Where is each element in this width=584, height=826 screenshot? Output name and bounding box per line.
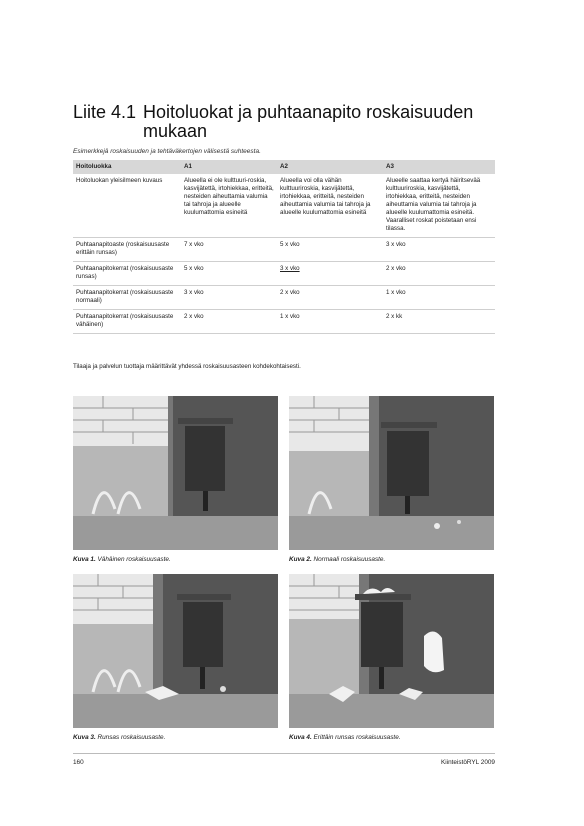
header-cell: Hoitoluokka xyxy=(73,160,181,174)
footer-publisher: KiinteistöRYL 2009 xyxy=(440,759,495,766)
table-cell: Puhtaanapitokerrat (roskaisuusaste runsas) xyxy=(73,262,181,286)
photo-4 xyxy=(289,574,494,728)
caption-text: Erittäin runsas roskaisuusaste. xyxy=(313,734,401,741)
header-cell: A3 xyxy=(383,160,495,174)
table-cell: 2 x kk xyxy=(383,310,495,334)
trash-bin-scene-image xyxy=(289,396,494,550)
table-cell: 7 x vko xyxy=(181,238,277,262)
caption-label: Kuva 3. xyxy=(73,734,96,741)
photo-caption-3 xyxy=(73,734,165,741)
table-cell: 5 x vko xyxy=(277,238,383,262)
trash-bin-scene-image xyxy=(73,396,278,550)
page-number: 160 xyxy=(73,759,84,766)
table-note: Tilaaja ja palvelun tuottaja määrittävät yhdessä roskaisuusasteen kohdekohtaisesti. xyxy=(73,363,301,370)
caption-text: Runsas roskaisuusaste. xyxy=(97,734,166,741)
table-row xyxy=(73,238,495,262)
title-line-2: mukaan xyxy=(143,121,208,141)
table-cell: 2 x vko xyxy=(383,262,495,286)
trash-bin-scene-image xyxy=(289,574,494,728)
table-cell: Alueelle saattaa kertyä häiritsevää kulttuuriroskia, kasvijätettä, irtohiekkaa, eritteitä, nesteiden aiheuttamia valumia tai tahroja ja alueelle kuulumattomia esineitä. Vaaralliset roskat poistetaan ensi tilassa. xyxy=(383,174,495,238)
header-cell: A2 xyxy=(277,160,383,174)
table-cell: Puhtaanapitokerrat (roskaisuusaste vähäinen) xyxy=(73,310,181,334)
table-cell: 3 x vko xyxy=(277,262,383,286)
table-cell: Hoitoluokan yleisilmeen kuvaus xyxy=(73,174,181,238)
caption-text: Vähäinen roskaisuusaste. xyxy=(97,556,171,563)
caption-label: Kuva 4. xyxy=(289,734,312,741)
trash-bin-scene-image xyxy=(73,574,278,728)
footer-divider xyxy=(73,753,495,754)
caption-text: Normaali roskaisuusaste. xyxy=(313,556,386,563)
photo-3 xyxy=(73,574,278,728)
table-row xyxy=(73,174,495,238)
header-cell: A1 xyxy=(181,160,277,174)
table-row xyxy=(73,262,495,286)
appendix-number: Liite 4.1 xyxy=(73,102,137,122)
photo-caption-1 xyxy=(73,556,171,563)
photo-caption-4 xyxy=(289,734,401,741)
maintenance-table xyxy=(73,160,495,334)
table-cell: 3 x vko xyxy=(383,238,495,262)
caption-label: Kuva 2. xyxy=(289,556,312,563)
table-header-row xyxy=(73,160,495,174)
table-cell: Puhtaanapitoaste (roskaisuusaste erittäin runsas) xyxy=(73,238,181,262)
table-cell: Puhtaanapitokerrat (roskaisuusaste normaali) xyxy=(73,286,181,310)
table-subtitle: Esimerkkejä roskaisuuden ja tehtäväkertojen välisestä suhteesta. xyxy=(73,148,261,155)
page-title xyxy=(73,103,533,141)
table-cell: 5 x vko xyxy=(181,262,277,286)
table-cell: Alueella voi olla vähän kulttuuriroskia, kasvijätettä, irtohiekkaa, eritteitä, nesteiden aiheuttamia valumia tai tahroja ja alueelle kuulumattomia esineitä xyxy=(277,174,383,238)
title-line-1: Hoitoluokat ja puhtaanapito roskaisuuden xyxy=(143,102,474,122)
table-cell: Alueella ei ole kulttuuri-roskia, kasvijätettä, irtohiekkaa, eritteitä, nesteiden aiheuttamia valumia tai tahroja ja alueelle kuulumattomia esineitä xyxy=(181,174,277,238)
table-row xyxy=(73,310,495,334)
photo-2 xyxy=(289,396,494,550)
table-cell: 2 x vko xyxy=(181,310,277,334)
caption-label: Kuva 1. xyxy=(73,556,96,563)
table-cell: 1 x vko xyxy=(383,286,495,310)
table-cell: 2 x vko xyxy=(277,286,383,310)
table-cell: 3 x vko xyxy=(181,286,277,310)
photo-1 xyxy=(73,396,278,550)
table-cell: 1 x vko xyxy=(277,310,383,334)
table-row xyxy=(73,286,495,310)
photo-caption-2 xyxy=(289,556,385,563)
